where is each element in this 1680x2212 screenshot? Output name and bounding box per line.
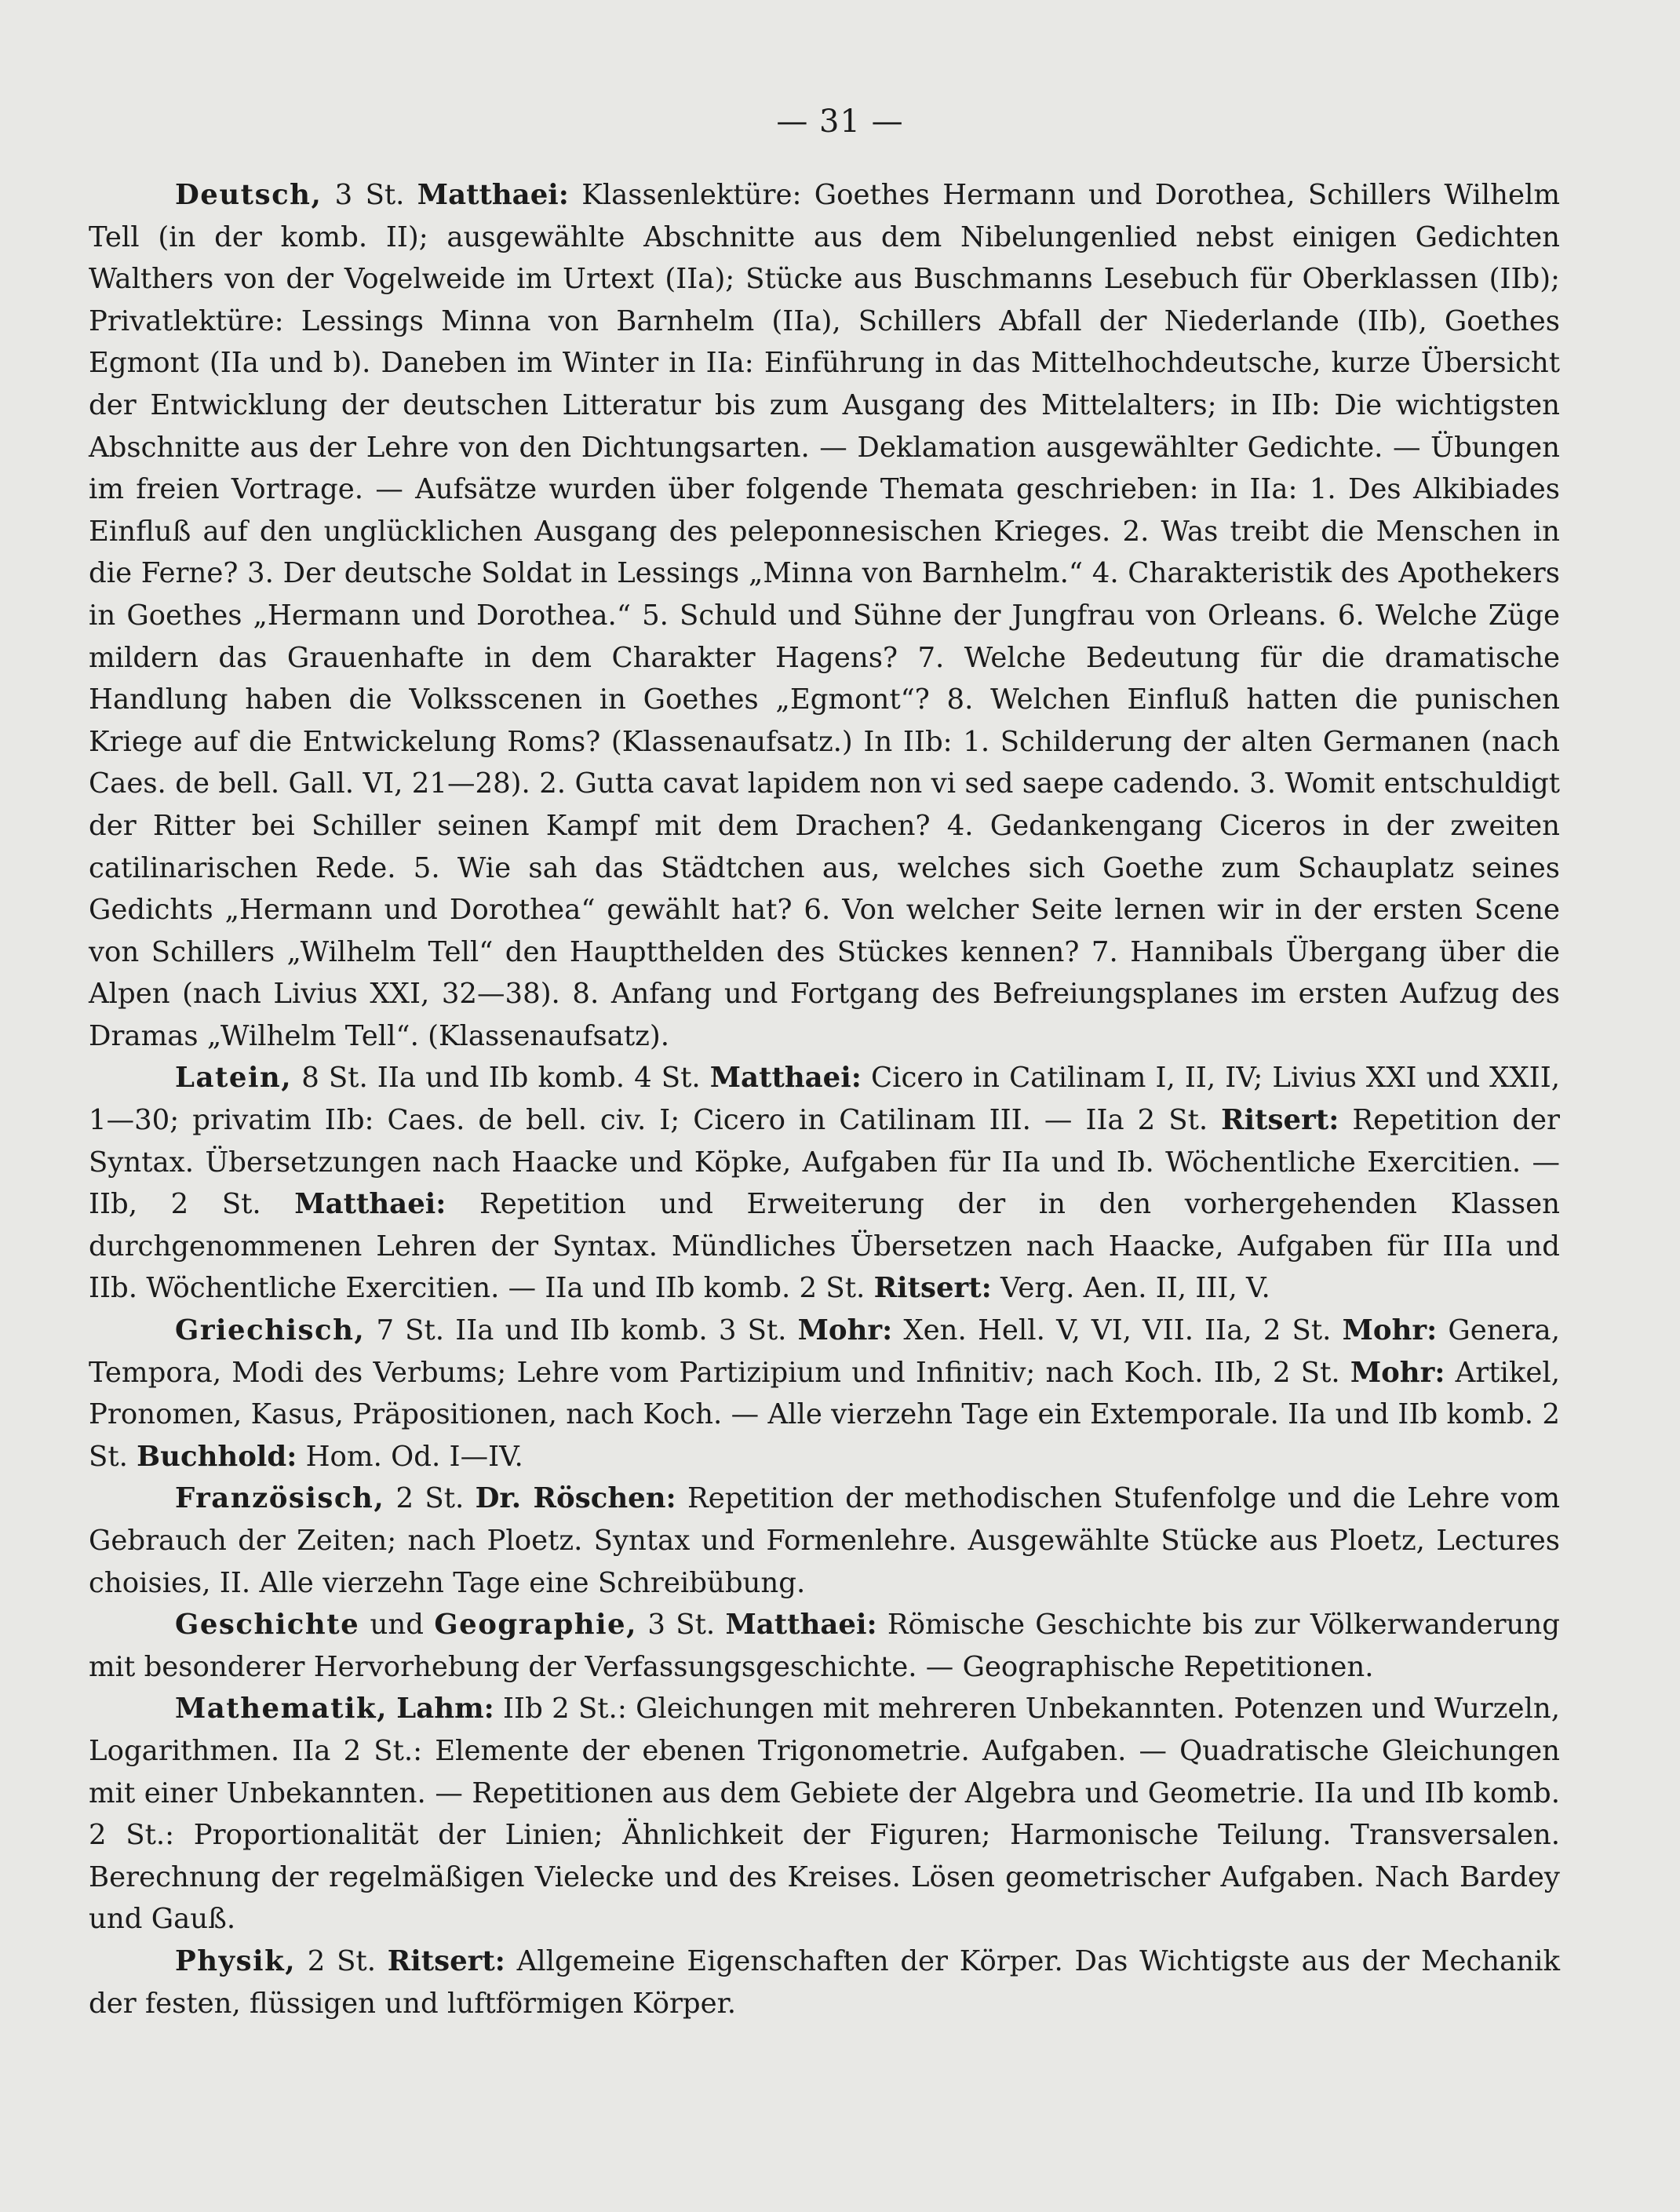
section-text: Hom. Od. I—IV. — [297, 1440, 523, 1473]
subject-heading-physik: Physik, — [175, 1944, 297, 1977]
subject-heading-geographie: Geographie, — [434, 1609, 638, 1642]
section-text: 3 St. — [322, 179, 417, 211]
section-text: Artikel, Pronomen, Kasus, Präpositionen, nach Koch. — Alle vierzehn Tage ein Extemporale. IIa und IIb komb. 2 St. — [89, 1356, 1561, 1473]
section-text: Xen. Hell. V, VI, VII. IIa, 2 St. — [892, 1314, 1343, 1347]
section-mathematik — [89, 1688, 1560, 1941]
section-griechisch — [89, 1310, 1560, 1478]
section-franzoesisch — [89, 1478, 1560, 1604]
section-text: Allgemeine Eigenschaften der Körper. Das Wichtigste aus der Mechanik der festen, flüssigen und luftförmigen Körper. — [89, 1944, 1560, 2020]
section-text: 2 St. — [384, 1482, 476, 1515]
teacher-name: Mohr: — [1342, 1314, 1438, 1347]
teacher-name: Matthaei: — [725, 1609, 877, 1642]
section-text: Repetition der Syntax. Übersetzungen nach Haacke und Köpke, Aufgaben für IIa und Ib. Wöchentliche Exercitien. — IIb, 2 St. — [89, 1104, 1560, 1221]
section-text: Römische Geschichte bis zur Völkerwanderung mit besonderer Hervorhebung der Verfassungsgeschichte. — Geographische Repetitionen. — [89, 1609, 1560, 1683]
section-text: Klassenlektüre: Goethes Hermann und Dorothea, Schillers Wilhelm Tell (in der komb. II); ausgewählte Abschnitte aus dem Nibelungenlied nebst einigen Gedichten Walthers von der Vogelweide im Urtext (IIa); Stücke aus Buschmanns Lesebuch für Oberklassen (IIb); Privatlektüre: Lessings Minna von Barnhelm (IIa), Schillers Abfall der Niederlande (IIb), Goethes Egmont (IIa und b). Daneben im Winter in IIa: Einführung in das Mittelhochdeutsche, kurze Übersicht der Entwicklung der deutschen Litteratur bis zum Ausgang des Mittelalters; in IIb: Die wichtigsten Abschnitte aus der Lehre von den Dichtungsarten. — Deklamation ausgewählter Gedichte. — Übungen im freien Vortrage. — Aufsätze wurden über folgende Themata geschrieben: in IIa: 1. Des Alkibiades Einfluß auf den unglücklichen Ausgang des peleponnesischen Krieges. 2. Was treibt die Menschen in die Ferne? 3. Der deutsche Soldat in Lessings „Minna von Barnhelm.“ 4. Charakteristik des Apothekers in Goethes „Hermann und Dorothea.“ 5. Schuld und Sühne der Jungfrau von Orleans. 6. Welche Züge mildern das Grauenhafte in dem Charakter Hagens? 7. Welche Bedeutung für die dramatische Handlung haben die Volksscenen in Goethes „Egmont“? 8. Welchen Einfluß hatten die punischen Kriege auf die Entwickelung Roms? (Klassenaufsatz.) In IIb: 1. Schilderung der alten Germanen (nach Caes. de bell. Gall. VI, 21—28). 2. Gutta cavat lapidem non vi sed saepe cadendo. 3. Womit entschuldigt der Ritter bei Schiller seinen Kampf mit dem Drachen? 4. Gedankengang Ciceros in der zweiten catilinarischen Rede. 5. Wie sah das Städtchen aus, welches sich Goethe zum Schauplatz seines Gedichts „Hermann und Dorothea“ gewählt hat? 6. Von welcher Seite lernen wir in der ersten Scene von Schillers „Wilhelm Tell“ den Hauptthelden des Stückes kennen? 7. Hannibals Übergang über die Alpen (nach Livius XXI, 32—38). 8. Anfang und Fortgang des Befreiungsplanes im ersten Aufzug des Dramas „Wilhelm Tell“. (Klassenaufsatz). — [89, 179, 1560, 1052]
subject-heading-latein: Latein, — [175, 1062, 293, 1095]
section-text: Verg. Aen. II, III, V. — [991, 1272, 1270, 1305]
teacher-name: Ritsert: — [873, 1272, 992, 1305]
section-text: Repetition der methodischen Stufenfolge und die Lehre vom Gebrauch der Zeiten; nach Ploetz. Syntax und Formenlehre. Ausgewählte Stücke aus Ploetz, Lectures choisies, II. Alle vierzehn Tage eine Schreibübung. — [89, 1482, 1560, 1599]
subject-heading-geschichte: Geschichte — [175, 1609, 360, 1642]
section-text: 3 St. — [637, 1609, 726, 1642]
teacher-name: Matthaei: — [709, 1062, 862, 1095]
subject-heading-deutsch: Deutsch, — [175, 179, 323, 211]
teacher-name: Matthaei: — [294, 1188, 446, 1221]
section-text: 8 St. IIa und IIb komb. 4 St. — [292, 1062, 710, 1095]
subject-heading-griechisch: Griechisch, — [175, 1314, 366, 1347]
teacher-name: Lahm: — [396, 1693, 494, 1726]
teacher-name: Dr. Röschen: — [475, 1482, 676, 1515]
section-text: IIb 2 St.: Gleichungen mit mehreren Unbekannten. Potenzen und Wurzeln, Logarithmen. IIa 2 St.: Elemente der ebenen Trigonometrie. Aufgaben. — Quadratische Gleichungen mit einer Unbekannten. — Repetitionen aus dem Gebiete der Algebra und Geometrie. IIa und IIb komb. 2 St.: Proportionalität der Linien; Ähnlichkeit der Figuren; Harmonische Teilung. Transversalen. Berechnung der regelmäßigen Vielecke und des Kreises. Lösen geometrischer Aufgaben. Nach Bardey und Gauß. — [89, 1693, 1560, 1936]
section-physik — [89, 1941, 1560, 2024]
subject-heading-franzoesisch: Französisch, — [175, 1482, 385, 1515]
section-geschichte-geographie — [89, 1604, 1560, 1688]
teacher-name: Ritsert: — [1221, 1104, 1339, 1137]
section-text: Cicero in Catilinam I, II, IV; Livius XXI und XXII, 1—30; privatim IIb: Caes. de bell. civ. I; Cicero in Catilinam III. — IIa 2 St. — [89, 1062, 1560, 1137]
section-text: Genera, Tempora, Modi des Verbums; Lehre vom Partizipium und Infinitiv; nach Koch. IIb, 2 St. — [89, 1314, 1561, 1389]
section-text: 2 St. — [296, 1944, 388, 1977]
page-number: — 31 — — [776, 104, 904, 140]
section-deutsch — [89, 174, 1560, 1057]
section-text: Repetition und Erweiterung der in den vorhergehenden Klassen durchgenommenen Lehren der Syntax. Mündliches Übersetzen nach Haacke, Aufgaben für IIIa und IIb. Wöchentliche Exercitien. — IIa und IIb komb. 2 St. — [89, 1188, 1560, 1305]
section-text — [388, 1693, 396, 1725]
teacher-name: Mohr: — [797, 1314, 893, 1347]
teacher-name: Matthaei: — [417, 179, 569, 211]
teacher-name: Buchhold: — [137, 1440, 297, 1473]
page-body — [89, 174, 1560, 2024]
teacher-name: Mohr: — [1350, 1356, 1445, 1389]
section-text: und — [359, 1609, 435, 1642]
subject-heading-mathematik: Mathematik, — [175, 1693, 388, 1726]
section-text: 7 St. IIa und IIb komb. 3 St. — [365, 1314, 798, 1347]
teacher-name: Ritsert: — [387, 1944, 505, 1977]
section-latein — [89, 1057, 1560, 1310]
